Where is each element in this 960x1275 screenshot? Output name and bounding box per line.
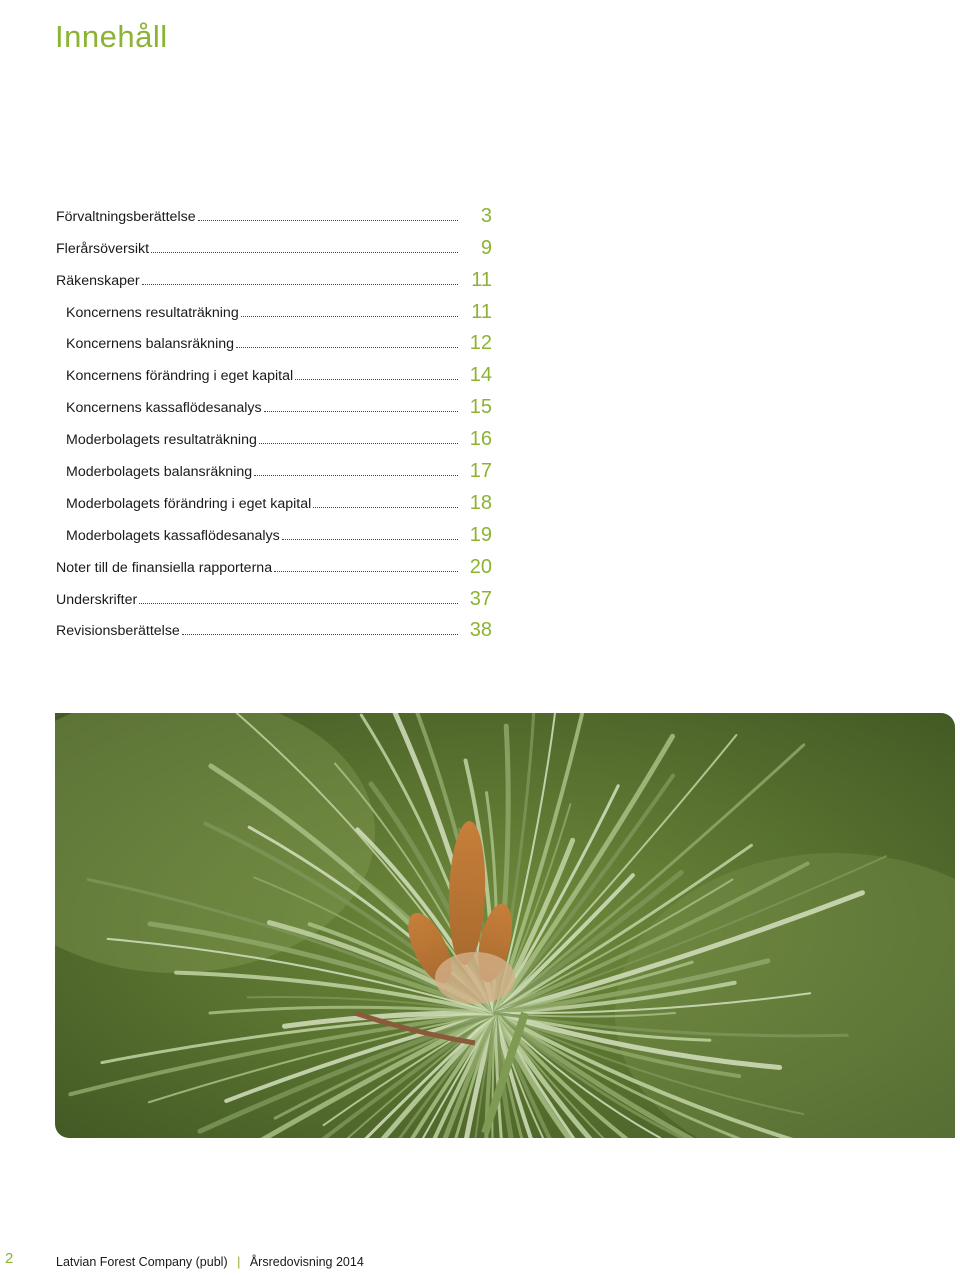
toc-entry-label: Koncernens balansräkning [66,336,234,353]
footer [56,1255,364,1269]
footer-company: Latvian Forest Company (publ) [56,1255,228,1269]
toc-leader-dots [139,602,458,604]
toc-leader-dots [282,538,458,540]
toc-leader-dots [254,474,458,476]
toc-entry-label: Koncernens kassaflödesanalys [66,400,262,417]
toc-entry-label: Revisionsberättelse [56,623,180,640]
toc-entry-label: Moderbolagets förändring i eget kapital [66,495,312,512]
toc-leader-dots [151,251,458,253]
toc-leader-dots [142,283,458,285]
toc-entry-page: 38 [469,619,492,642]
table-of-contents [56,196,492,642]
footer-report-title: Årsredovisning 2014 [249,1255,364,1269]
toc-leader-dots [236,346,458,348]
toc-entry-label: Förvaltningsberättelse [56,208,196,225]
toc-entry[interactable] [56,292,492,324]
toc-entry-page: 14 [469,364,492,387]
toc-entry-page: 16 [469,428,492,451]
toc-entry-page: 37 [469,587,492,610]
toc-leader-dots [198,219,458,221]
toc-entry[interactable] [56,579,492,611]
toc-entry-label: Moderbolagets balansräkning [66,464,253,481]
toc-entry-label: Flerårsöversikt [56,240,150,257]
toc-entry-label: Underskrifter [56,591,138,608]
toc-leader-dots [274,570,458,572]
toc-entry-label: Koncernens resultaträkning [66,304,239,321]
toc-entry-label: Räkenskaper [56,272,140,289]
toc-entry[interactable] [56,419,492,451]
footer-page-number: 2 [5,1250,14,1267]
pine-branch-photo [55,713,955,1138]
toc-entry-page: 3 [480,204,492,227]
toc-entry-page: 11 [471,300,492,323]
toc-leader-dots [295,378,458,380]
toc-entry[interactable] [56,483,492,515]
toc-entry-page: 15 [469,396,492,419]
toc-entry[interactable] [56,196,492,228]
toc-entry[interactable] [56,515,492,547]
toc-entry[interactable] [56,547,492,579]
toc-entry[interactable] [56,387,492,419]
toc-entry[interactable] [56,228,492,260]
toc-leader-dots [313,506,458,508]
toc-entry[interactable] [56,355,492,387]
toc-leader-dots [259,442,458,444]
toc-entry-page: 19 [469,523,492,546]
toc-entry-page: 17 [469,460,492,483]
toc-entry-page: 11 [471,268,492,291]
toc-entry[interactable] [56,260,492,292]
toc-leader-dots [241,315,458,317]
page-title: Innehåll [55,18,168,54]
toc-entry-page: 9 [480,236,492,259]
toc-leader-dots [264,410,458,412]
toc-entry-label: Noter till de finansiella rapporterna [56,559,273,576]
toc-entry[interactable] [56,611,492,643]
toc-leader-dots [182,633,458,635]
footer-separator: | [237,1255,241,1269]
toc-entry-label: Koncernens förändring i eget kapital [66,368,294,385]
toc-entry[interactable] [56,324,492,356]
toc-entry-page: 20 [469,555,492,578]
toc-entry-page: 18 [469,491,492,514]
toc-entry-page: 12 [469,332,492,355]
toc-entry[interactable] [56,451,492,483]
toc-entry-label: Moderbolagets resultaträkning [66,432,257,449]
toc-entry-label: Moderbolagets kassaflödesanalys [66,527,280,544]
